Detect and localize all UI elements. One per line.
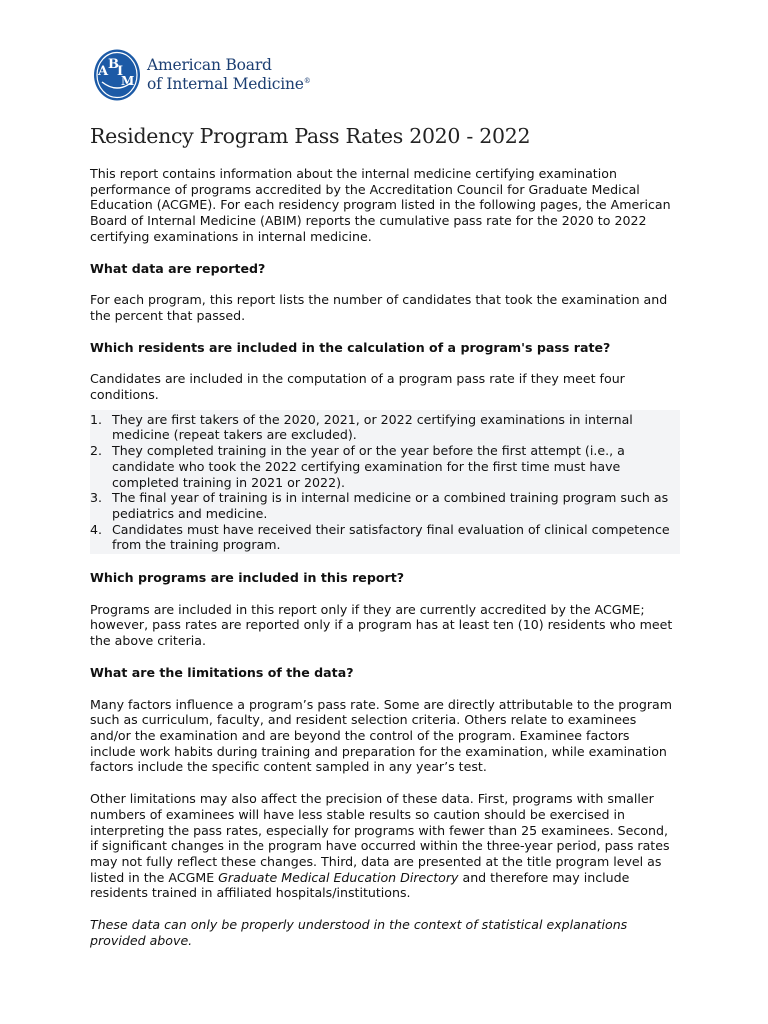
page-title: Residency Program Pass Rates 2020 - 2022 <box>90 124 531 148</box>
intro-paragraph: This report contains information about the internal medicine certifying examination performance of programs accredited by the Accreditation Council for Graduate Medical Education (ACGME). For each residency program listed in the following pages, the American Board of Internal Medicine (ABIM) reports the cumulative pass rate for the 2020 to 2022 certifying examinations in internal medicine. <box>90 166 671 244</box>
section-heading-data-reported: What data are reported? <box>90 260 266 276</box>
limitations-paragraph-2: Other limitations may also affect the precision of these data. First, programs with smaller numbers of examinees will have less stable results so caution should be exercised in interpreting the pass rates, especially for programs with fewer than 25 examinees. Second, if significant changes in the program have occurred within the three-year period, pass rates may not fully reflect these changes. Third, data are presented at the title program level as listed in the ACGME Graduate Medical Education Directory and therefore may include residents trained in affiliated hospitals/institutions. <box>90 791 670 901</box>
conditions-list <box>90 410 680 554</box>
limitations-paragraph-1: Many factors influence a program’s pass rate. Some are directly attributable to the program such as curriculum, faculty, and resident selection criteria. Others relate to examinees and/or the examination and are beyond the control of the program. Examinee factors include work habits during training and preparation for the examination, while examination factors include the specific content sampled in any year’s test. <box>90 696 673 775</box>
programs-included-paragraph: Programs are included in this report only if they are currently accredited by the ACGME; however, pass rates are reported only if a program has at least ten (10) residents who meet the above criteria. <box>90 601 673 649</box>
svg-text:I: I <box>117 64 124 79</box>
logo-org-line2: of Internal Medicine® <box>147 75 311 94</box>
section-heading-programs-included: Which programs are included in this report? <box>90 570 405 586</box>
data-reported-paragraph: For each program, this report lists the number of candidates that took the examination and the percent that passed. <box>90 292 668 323</box>
report-body <box>90 166 685 964</box>
list-item: 2. They completed training in the year of or the year before the first attempt (i.e., a candidate who took the 2022 certifying examination for the first time must have completed training in 2021 or 2022). <box>90 443 625 490</box>
directory-title: Graduate Medical Education Directory <box>218 869 459 885</box>
svg-text:M: M <box>121 74 135 88</box>
section-heading-limitations: What are the limitations of the data? <box>90 664 354 680</box>
abim-seal-icon <box>92 48 142 102</box>
residents-included-paragraph: Candidates are included in the computation of a program pass rate if they meet four conditions. <box>90 371 625 403</box>
section-heading-residents-included: Which residents are included in the calculation of a program's pass rate? <box>90 339 611 355</box>
list-item: 4. Candidates must have received their satisfactory final evaluation of clinical competence from the training program. <box>90 521 670 553</box>
closing-note: These data can only be properly understood in the context of statistical explanations provided above. <box>90 917 628 948</box>
logo-wordmark <box>147 57 311 92</box>
list-item: 1. They are first takers of the 2020, 2021, or 2022 certifying examinations in internal medicine (repeat takers are excluded). <box>90 411 633 443</box>
abim-logo <box>92 48 311 102</box>
svg-text:A: A <box>98 64 109 79</box>
svg-text:B: B <box>108 57 119 72</box>
logo-org-line1: American Board <box>147 56 272 75</box>
list-item: 3. The final year of training is in internal medicine or a combined training program such as pediatrics and medicine. <box>90 490 669 521</box>
